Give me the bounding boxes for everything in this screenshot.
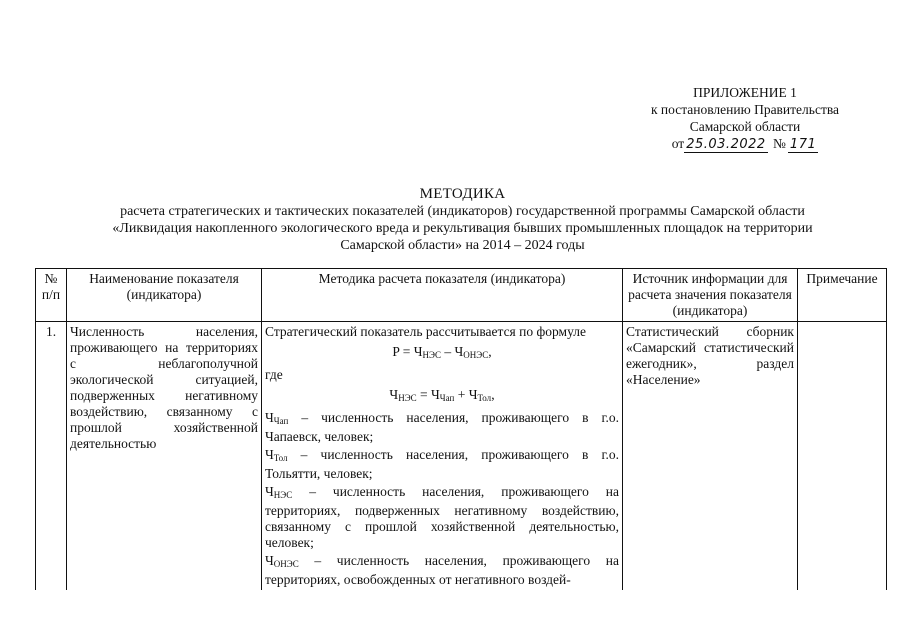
number-sign: № xyxy=(773,136,786,151)
row-method xyxy=(262,322,623,591)
row-note xyxy=(798,322,887,591)
header-name: Наименование показателя (индикатора) xyxy=(67,269,262,322)
indicators-table xyxy=(35,268,887,590)
table-row xyxy=(36,322,887,591)
definition-nes: $Ч_{НЭС}$ – численность населения, проживающего на территориях, подверженных негативному воздействию, связанному с прошлой хозяйственной деятельностью, человек; xyxy=(265,484,619,550)
header-note: Примечание xyxy=(798,269,887,322)
formula-main: $P = Ч_{НЭС} - Ч_{ОНЭС}$, xyxy=(392,344,492,360)
row-num: 1. xyxy=(36,322,67,591)
handwritten-number: 171 xyxy=(789,137,817,152)
appendix-resolution: к постановлению Правительства xyxy=(650,102,840,117)
appendix-block xyxy=(600,84,890,153)
definition-tol: $Ч_{Тол}$ – численность населения, проживающего в г.о. Тольятти, человек; xyxy=(265,447,619,481)
definition-chap: $Ч_{Чап}$ – численность населения, проживающего в г.о. Чапаевск, человек; xyxy=(265,410,619,444)
method-intro: Стратегический показатель рассчитывается по формуле xyxy=(265,324,586,339)
definition-ones: $Ч_{ОНЭС}$ – численность населения, проживающего на территориях, освобожденных от негативного воздей- xyxy=(265,553,619,587)
appendix-date-line xyxy=(600,135,890,153)
header-num: № п/п xyxy=(36,269,67,322)
where-label: где xyxy=(265,367,283,382)
appendix-title: ПРИЛОЖЕНИЕ 1 xyxy=(693,85,797,100)
formula-sum: $Ч_{НЭС} = Ч_{Чап} + Ч_{Тол}$, xyxy=(389,387,495,403)
handwritten-date: 25.03.2022 xyxy=(686,137,766,152)
document-subtitle-2: «Ликвидация накопленного экологического вреда и рекультивация бывших промышленных площадок на территории xyxy=(112,221,813,236)
document-subtitle-1: расчета стратегических и тактических показателей (индикаторов) государственной программы Самарской области xyxy=(120,204,805,219)
document-title: МЕТОДИКА xyxy=(419,186,506,202)
appendix-region: Самарской области xyxy=(689,119,801,134)
document-title-block xyxy=(40,186,885,254)
header-source: Источник информации для расчета значения показателя (индикатора) xyxy=(623,269,798,322)
from-label: от xyxy=(671,136,685,151)
table-header-row xyxy=(36,269,887,322)
document-subtitle-3: Самарской области» на 2014 – 2024 годы xyxy=(340,238,585,253)
row-name: Численность населения, проживающего на территориях с неблагополучной экологической ситуацией, подверженных негативному воздействию, связанному с прошлой хозяйственной деятельностью xyxy=(67,322,262,591)
row-source: Статистический сборник «Самарский статистический ежегодник», раздел «Население» xyxy=(623,322,798,591)
header-method: Методика расчета показателя (индикатора) xyxy=(262,269,623,322)
